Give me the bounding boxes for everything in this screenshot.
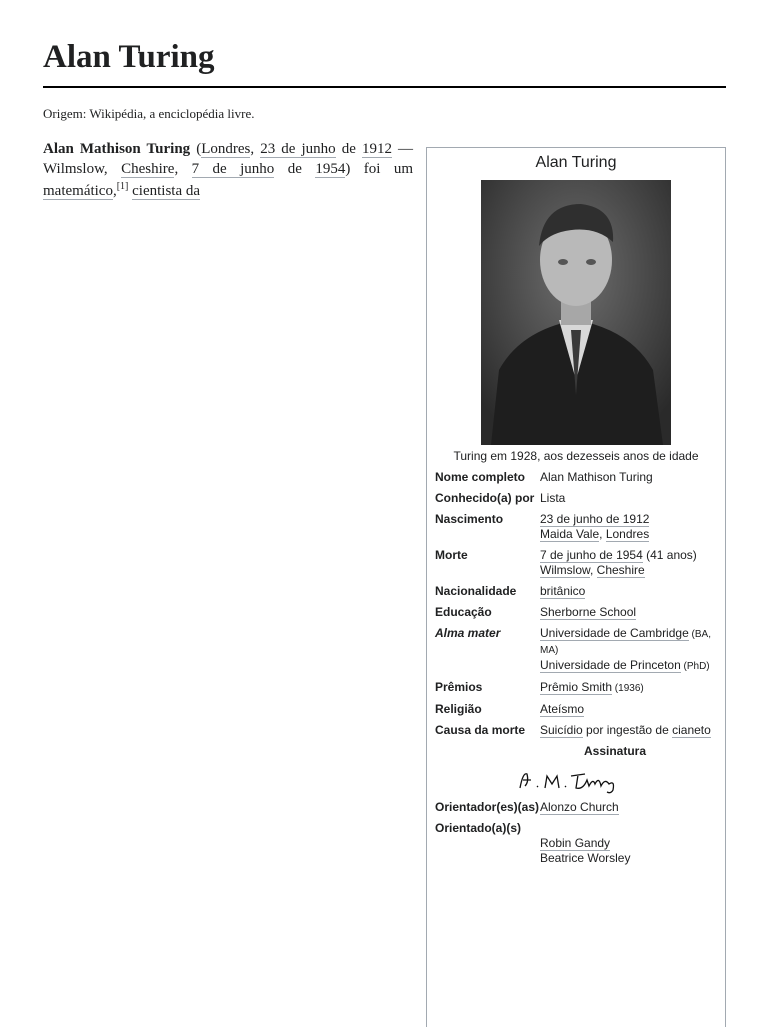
row-label: Educação — [435, 605, 492, 619]
row-label: Nome completo — [435, 470, 526, 484]
infobox — [426, 147, 726, 1027]
text-fragment: de — [335, 141, 362, 157]
row-premios — [435, 680, 725, 696]
row-value — [540, 800, 725, 815]
degree-text: (BA, MA) — [540, 629, 711, 656]
link-ateismo[interactable]: Ateísmo — [540, 702, 585, 716]
row-label: Nacionalidade — [435, 584, 517, 598]
text-fragment: , — [250, 141, 261, 157]
link-birth-date[interactable]: 23 de junho — [260, 141, 336, 157]
separator: , — [590, 563, 597, 577]
row-label: Prêmios — [435, 680, 483, 694]
cause-text: por ingestão de — [582, 723, 673, 737]
row-nacionalidade — [435, 584, 725, 599]
row-label: Alma mater — [435, 626, 501, 640]
text-fragment: , — [174, 161, 192, 178]
lead-paragraph — [43, 139, 413, 201]
link-alonzo-church[interactable]: Alonzo Church — [540, 800, 619, 814]
award-year: (1936) — [612, 683, 644, 694]
link-robin-gandy[interactable]: Robin Gandy — [540, 836, 611, 850]
page-title: Alan Turing — [43, 39, 215, 75]
row-orientador — [435, 800, 725, 815]
link-birth-date[interactable]: 23 de junho de 1912 — [540, 512, 650, 526]
link-londres[interactable]: Londres — [201, 141, 251, 157]
link-cianeto[interactable]: cianeto — [672, 723, 711, 737]
student-name: Beatrice Worsley — [540, 851, 631, 865]
link-maida-vale[interactable]: Maida Vale — [540, 527, 600, 541]
origin-note: Origem: Wikipédia, a enciclopédia livre. — [43, 106, 255, 121]
link-cambridge[interactable]: Universidade de Cambridge — [540, 626, 689, 640]
row-label: Religião — [435, 702, 482, 716]
link-suicidio[interactable]: Suicídio — [540, 723, 583, 737]
row-morte — [435, 548, 725, 578]
infobox-title: Alan Turing — [535, 154, 617, 171]
link-matematico[interactable]: matemático — [43, 182, 113, 199]
row-label: Orientado(a)(s) — [435, 821, 522, 835]
signature-heading: Assinatura — [583, 744, 647, 758]
row-educacao — [435, 605, 725, 620]
age-text: (41 anos) — [642, 548, 697, 562]
link-death-date[interactable]: 7 de junho — [191, 161, 275, 178]
row-causa-morte — [435, 723, 725, 738]
reference-link[interactable]: [1] — [116, 180, 129, 192]
signature-drawing — [435, 764, 725, 796]
link-princeton[interactable]: Universidade de Princeton — [540, 658, 681, 672]
link-birth-year[interactable]: 1912 — [361, 141, 392, 157]
row-conhecido — [435, 491, 725, 506]
degree-text: (PhD) — [680, 661, 710, 672]
row-value — [540, 605, 725, 620]
link-cientista[interactable]: cientista da — [132, 182, 201, 199]
separator: , — [599, 527, 606, 541]
row-nascimento — [435, 512, 725, 542]
link-premio-smith[interactable]: Prêmio Smith — [540, 680, 613, 694]
text-fragment: , — [112, 182, 117, 199]
text-fragment: de — [274, 161, 316, 178]
portrait-illustration — [481, 180, 671, 445]
row-value: Lista — [540, 491, 566, 505]
link-death-year[interactable]: 1954 — [315, 161, 346, 178]
row-value — [540, 723, 725, 738]
link-sherborne[interactable]: Sherborne School — [540, 605, 637, 619]
row-value — [540, 548, 725, 578]
link-londres[interactable]: Londres — [605, 527, 650, 541]
row-value — [540, 512, 725, 542]
row-label: Orientador(es)(as) — [435, 800, 540, 814]
link-cheshire[interactable]: Cheshire — [121, 161, 175, 178]
title-divider — [43, 86, 726, 88]
text-fragment: — Wilmslow, — [43, 141, 413, 178]
row-label: Conhecido(a) por — [435, 491, 535, 505]
row-label: Causa da morte — [435, 723, 526, 737]
infobox-rows — [435, 470, 725, 872]
row-value: Alan Mathison Turing — [540, 470, 653, 484]
signature-image — [435, 764, 725, 796]
row-value — [540, 680, 725, 696]
row-nome — [435, 470, 725, 485]
link-wilmslow[interactable]: Wilmslow — [540, 563, 590, 577]
row-label: Nascimento — [435, 512, 504, 526]
portrait-photo[interactable] — [481, 180, 671, 445]
photo-caption: Turing em 1928, aos dezesseis anos de idade — [453, 449, 699, 463]
row-value — [540, 626, 725, 674]
row-alma-mater — [435, 626, 725, 674]
text-fragment: ) foi um — [345, 161, 414, 178]
link-cheshire[interactable]: Cheshire — [596, 563, 645, 577]
row-value — [540, 702, 725, 717]
subject-name: Alan Mathison Turing — [43, 141, 191, 157]
row-value — [540, 584, 725, 599]
row-label: Morte — [435, 548, 468, 562]
row-religiao — [435, 702, 725, 717]
text-fragment: ( — [190, 141, 202, 157]
link-death-date[interactable]: 7 de junho de 1954 — [540, 548, 643, 562]
row-value — [540, 821, 725, 866]
link-britanico[interactable]: britânico — [540, 584, 586, 598]
row-orientados — [435, 821, 725, 866]
